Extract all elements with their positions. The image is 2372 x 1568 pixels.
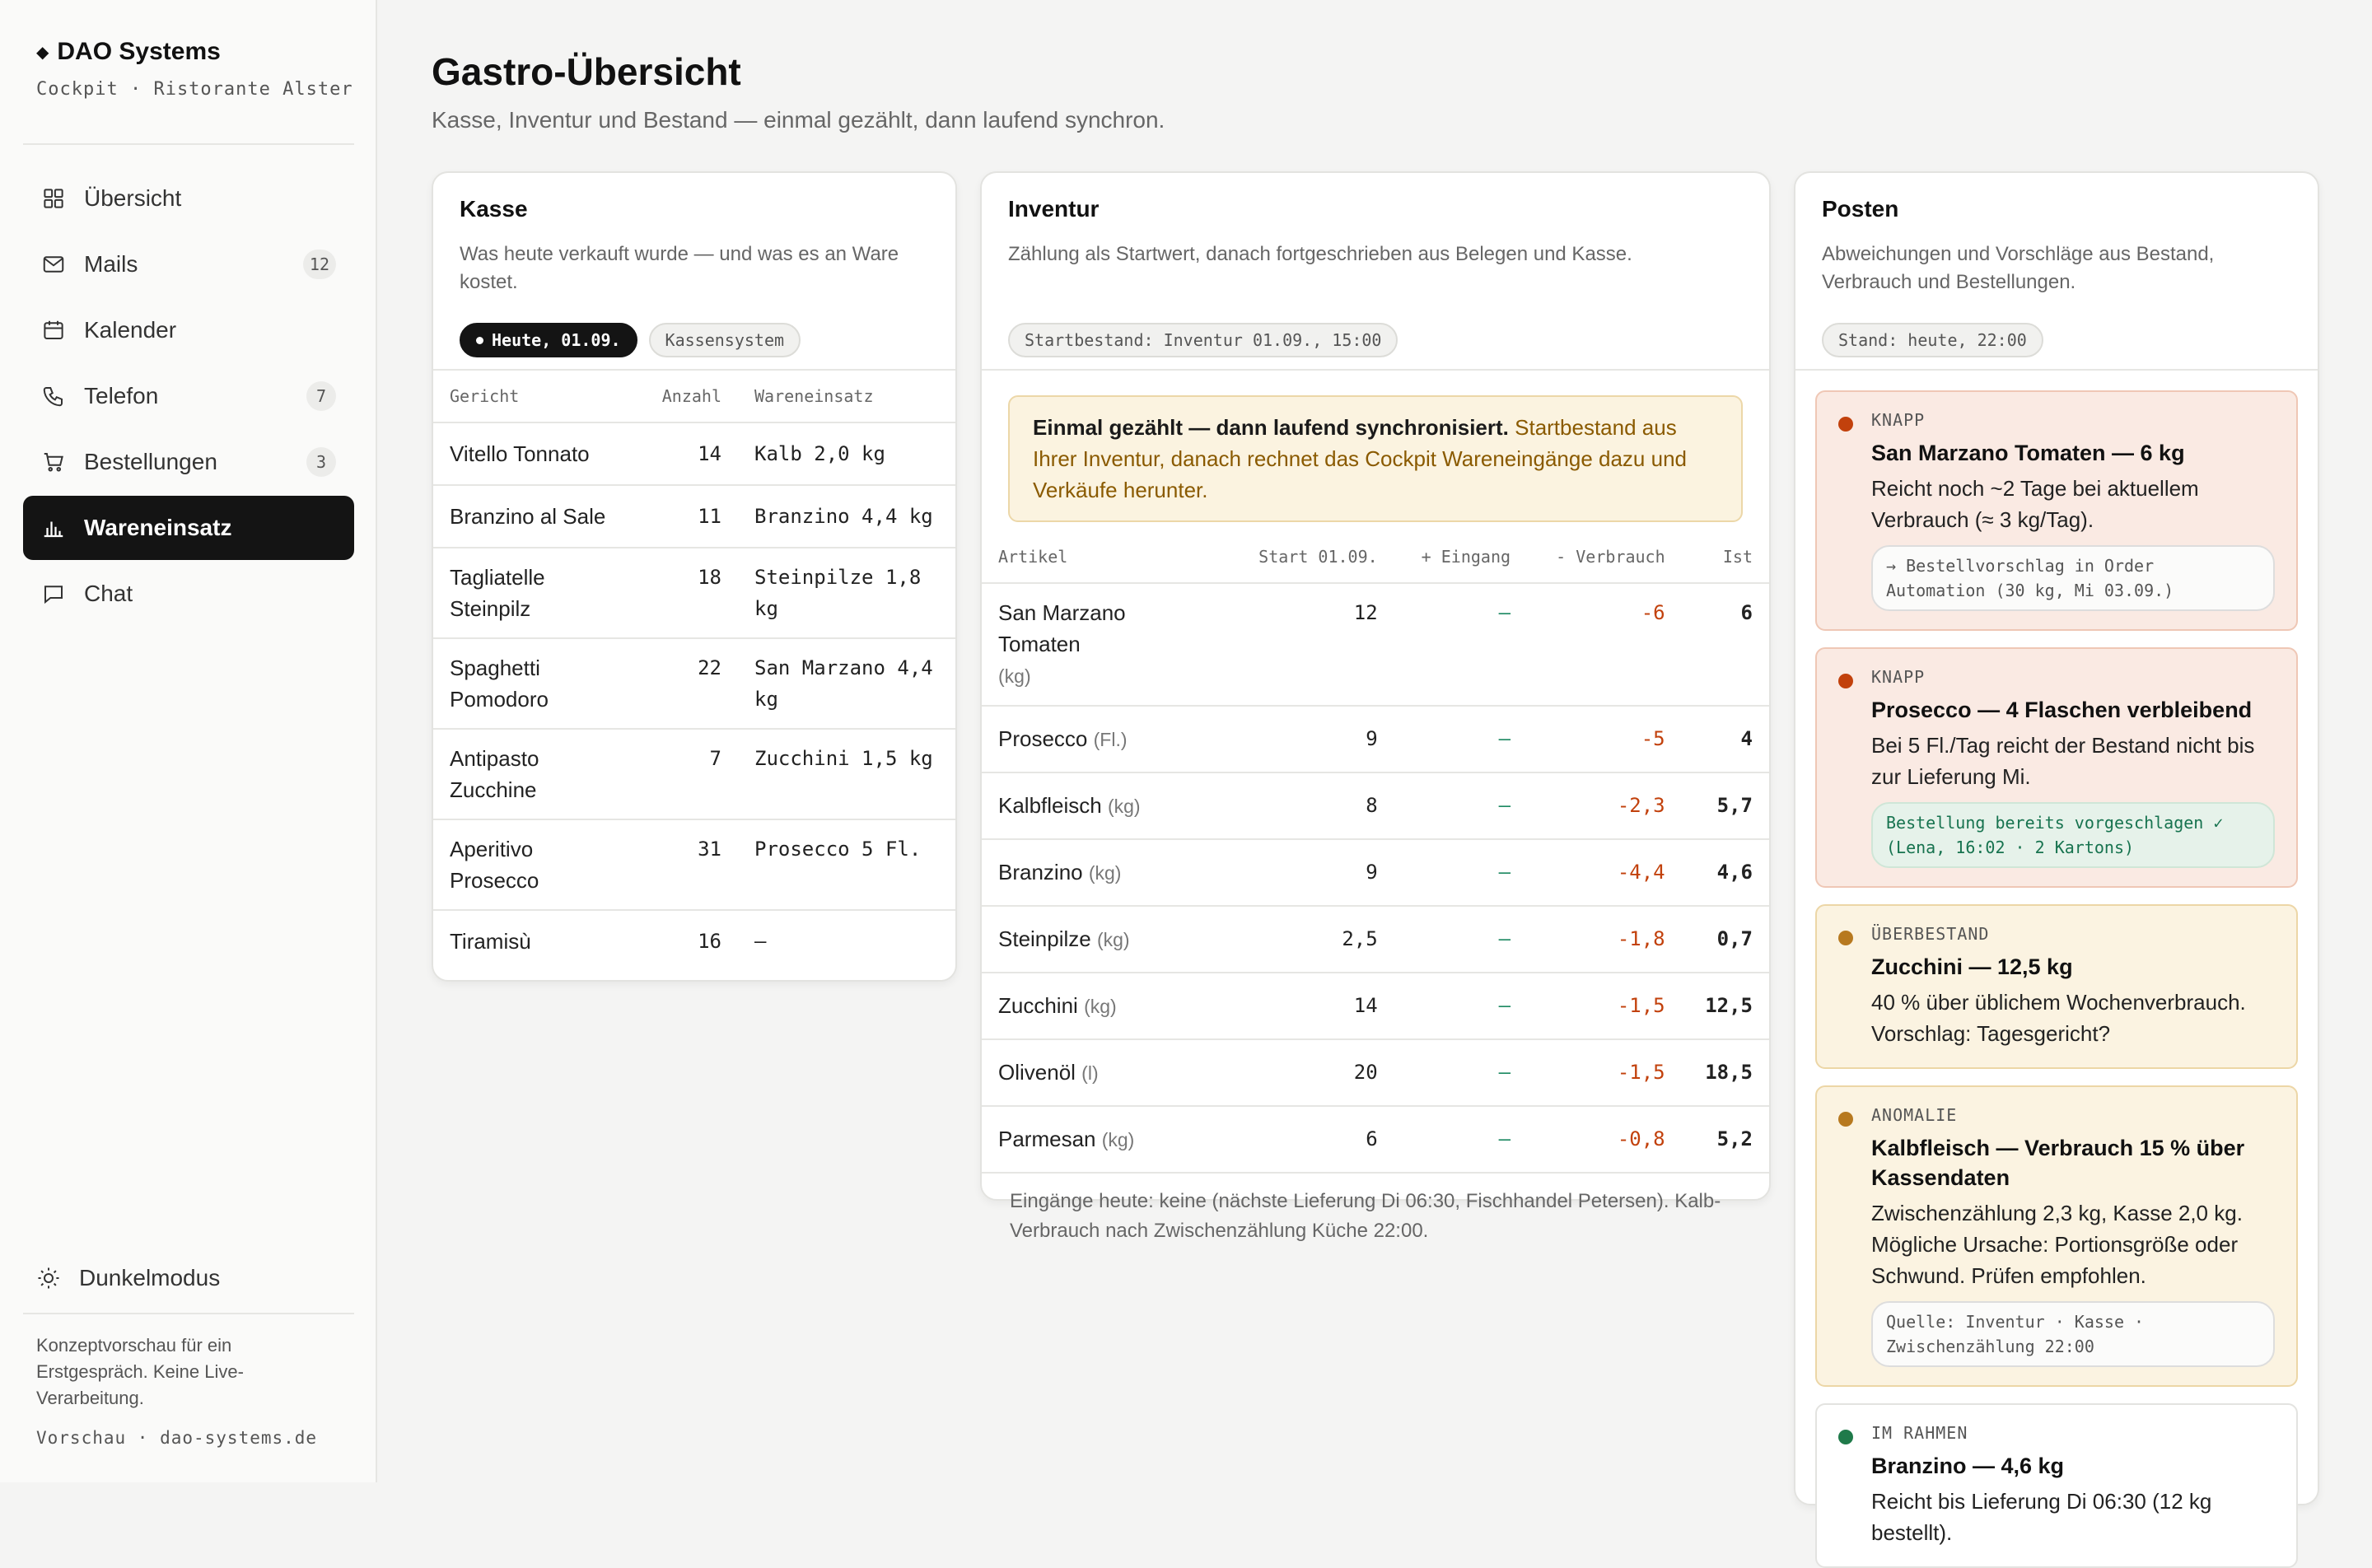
incoming-cell: – [1394, 706, 1527, 772]
article-name: Zucchini [998, 993, 1078, 1018]
brand-name: DAO Systems [57, 38, 221, 65]
column-header[interactable]: Gericht [450, 386, 520, 406]
startbestand-chip[interactable]: Startbestand: Inventur 01.09., 15:00 [1008, 323, 1398, 357]
posten-item[interactable] [1815, 647, 2298, 888]
cost-cell: Branzino 4,4 kg [738, 485, 955, 548]
count-cell: 31 [639, 819, 738, 910]
inventur-footnote: Eingänge heute: keine (nächste Lieferung Di 06:30, Fischhandel Petersen). Kalb-Verbrauch nach Zwischenzählung Küche 22:00. [982, 1172, 1769, 1266]
table-row[interactable] [982, 1039, 1769, 1106]
consumption-cell: -2,3 [1527, 772, 1682, 839]
incoming-cell: – [1394, 1106, 1527, 1172]
nav-label: Wareneinsatz [84, 515, 232, 540]
article-name: Prosecco [998, 726, 1088, 751]
bar-chart-icon [41, 516, 66, 540]
incoming-cell: – [1394, 772, 1527, 839]
kasse-table [433, 369, 955, 972]
date-chip[interactable]: Heute, 01.09. [460, 323, 637, 357]
nav-label: Telefon [84, 383, 159, 408]
article-name: Olivenöl [998, 1060, 1076, 1085]
article-cell [982, 839, 1229, 906]
start-cell: 20 [1229, 1039, 1394, 1106]
table-row[interactable] [982, 906, 1769, 973]
article-cell [982, 1039, 1229, 1106]
calendar-icon [41, 318, 66, 343]
dish-cell: Tiramisù [433, 910, 639, 972]
start-cell: 14 [1229, 973, 1394, 1039]
table-row[interactable] [433, 819, 955, 910]
posten-tag: KNAPP [1871, 410, 1926, 430]
posten-tag: ÜBERBESTAND [1871, 924, 1990, 944]
actual-cell: 6 [1682, 583, 1769, 706]
article-cell [982, 906, 1229, 973]
start-cell: 2,5 [1229, 906, 1394, 973]
column-header[interactable]: Start 01.09. [1258, 546, 1378, 567]
inventur-description: Zählung als Startwert, danach fortgeschrieben aus Belegen und Kasse. [1008, 243, 1632, 265]
consumption-cell: -0,8 [1527, 1106, 1682, 1172]
posten-title: Branzino — 4,6 kg [1871, 1454, 2065, 1478]
sidebar [0, 0, 377, 1482]
count-cell: 11 [639, 485, 738, 548]
count-cell: 14 [639, 422, 738, 485]
incoming-cell: – [1394, 906, 1527, 973]
start-cell: 9 [1229, 706, 1394, 772]
incoming-cell: – [1394, 583, 1527, 706]
nav-item-kalender[interactable] [23, 298, 354, 362]
posten-description: Abweichungen und Vorschläge aus Bestand, Verbrauch und Bestellungen. [1822, 243, 2215, 293]
article-cell [982, 1106, 1229, 1172]
page-title: Gastro-Übersicht [432, 50, 741, 93]
article-name: Steinpilze [998, 926, 1091, 951]
sync-notice [1008, 395, 1743, 522]
posten-title: San Marzano Tomaten — 6 kg [1871, 441, 2185, 465]
actual-cell: 4,6 [1682, 839, 1769, 906]
bestellungen-count-badge: 3 [306, 447, 336, 477]
dish-cell: Aperitivo Prosecco [433, 819, 639, 910]
count-cell: 16 [639, 910, 738, 972]
article-unit: (kg) [1107, 796, 1141, 817]
article-cell [982, 583, 1229, 706]
start-cell: 8 [1229, 772, 1394, 839]
dish-cell: Tagliatelle Steinpilz [433, 548, 639, 638]
sun-icon [36, 1266, 61, 1290]
cost-cell: Zucchini 1,5 kg [738, 729, 955, 819]
posten-tag: ANOMALIE [1871, 1105, 1958, 1125]
dark-mode-toggle[interactable] [36, 1265, 220, 1291]
nav-label: Übersicht [84, 185, 182, 211]
dark-mode-label: Dunkelmodus [79, 1265, 221, 1290]
article-unit: (kg) [1101, 1129, 1135, 1150]
mail-icon [41, 252, 66, 277]
posten-title: Posten [1822, 196, 1899, 222]
posten-title: Zucchini — 12,5 kg [1871, 954, 2073, 979]
status-dot-icon [1838, 417, 1853, 432]
table-row[interactable] [433, 485, 955, 548]
nav-label: Bestellungen [84, 449, 217, 474]
status-dot-icon [1838, 674, 1853, 688]
kasse-title: Kasse [460, 196, 528, 222]
posten-text: 40 % über üblichem Wochenverbrauch. Vorschlag: Tagesgericht? [1871, 990, 2246, 1046]
posten-item[interactable] [1815, 904, 2298, 1069]
source-chip[interactable]: Kassensystem [649, 323, 801, 357]
dish-cell: Vitello Tonnato [433, 422, 639, 485]
posten-item[interactable] [1815, 1085, 2298, 1387]
main-nav [23, 166, 354, 628]
posten-title: Prosecco — 4 Flaschen verbleibend [1871, 698, 2253, 722]
chat-icon [41, 581, 66, 606]
table-row[interactable] [982, 583, 1769, 706]
status-dot-icon [1838, 1112, 1853, 1127]
count-cell: 18 [639, 548, 738, 638]
diamond-icon: ◆ [36, 43, 49, 62]
kasse-card [432, 171, 957, 982]
count-cell: 7 [639, 729, 738, 819]
start-cell: 12 [1229, 583, 1394, 706]
incoming-cell: – [1394, 1039, 1527, 1106]
article-name: Branzino [998, 860, 1083, 884]
actual-cell: 18,5 [1682, 1039, 1769, 1106]
consumption-cell: -5 [1527, 706, 1682, 772]
table-row[interactable] [982, 1106, 1769, 1172]
nav-item-mails[interactable] [23, 232, 354, 296]
sidebar-divider [23, 143, 354, 145]
table-row[interactable] [433, 729, 955, 819]
inventur-card [980, 171, 1771, 1242]
incoming-cell: – [1394, 973, 1527, 1039]
brand-title[interactable] [36, 38, 353, 66]
posten-tag: KNAPP [1871, 667, 1926, 687]
nav-item-uebersicht[interactable] [23, 166, 354, 231]
sync-notice-title: Einmal gezählt — dann laufend synchronisiert. [1033, 415, 1509, 440]
actual-cell: 0,7 [1682, 906, 1769, 973]
order-suggestion-chip[interactable]: → Bestellvorschlag in Order Automation (30 kg, Mi 03.09.) [1871, 545, 2275, 611]
table-row[interactable] [433, 910, 955, 972]
nav-item-wareneinsatz[interactable] [23, 496, 354, 560]
consumption-cell: -4,4 [1527, 839, 1682, 906]
actual-cell: 4 [1682, 706, 1769, 772]
table-row[interactable] [982, 839, 1769, 906]
cost-cell: San Marzano 4,4 kg [738, 638, 955, 729]
article-unit: (kg) [998, 665, 1031, 687]
nav-item-chat[interactable] [23, 562, 354, 626]
count-cell: 22 [639, 638, 738, 729]
consumption-cell: -1,8 [1527, 906, 1682, 973]
column-header[interactable]: Anzahl [661, 386, 721, 406]
incoming-cell: – [1394, 839, 1527, 906]
cost-cell: Steinpilze 1,8 kg [738, 548, 955, 638]
article-name: Parmesan [998, 1127, 1096, 1151]
consumption-cell: -1,5 [1527, 1039, 1682, 1106]
posten-text: Reicht noch ~2 Tage bei aktuellem Verbrauch (≈ 3 kg/Tag). [1871, 476, 2199, 532]
table-row[interactable] [982, 706, 1769, 772]
consumption-cell: -6 [1527, 583, 1682, 706]
sidebar-divider [23, 1313, 354, 1314]
cost-cell: — [738, 910, 955, 972]
posten-item[interactable] [1815, 1403, 2298, 1568]
inventur-table [982, 530, 1769, 1172]
posten-title: Kalbfleisch — Verbrauch 15 % über Kassendaten [1871, 1136, 2245, 1190]
article-unit: (kg) [1088, 862, 1122, 884]
article-cell [982, 706, 1229, 772]
kasse-description: Was heute verkauft wurde — und was es an Ware kostet. [460, 243, 899, 293]
sync-notice-text: Startbestand aus Ihrer Inventur, danach rechnet das Cockpit Wareneingänge dazu und Verkäufe herunter. [1033, 415, 1687, 502]
column-header[interactable]: + Eingang [1421, 546, 1511, 567]
cost-cell: Prosecco 5 Fl. [738, 819, 955, 910]
nav-item-bestellungen[interactable] [23, 430, 354, 494]
article-cell [982, 772, 1229, 839]
nav-label: Chat [84, 581, 133, 606]
article-cell [982, 973, 1229, 1039]
cart-icon [41, 450, 66, 474]
column-header[interactable]: Wareneinsatz [754, 386, 874, 406]
posten-text: Zwischenzählung 2,3 kg, Kasse 2,0 kg. Mögliche Ursache: Portionsgröße oder Schwund. Prüfen empfohlen. [1871, 1201, 2243, 1288]
dish-cell: Branzino al Sale [433, 485, 639, 548]
posten-text: Reicht bis Lieferung Di 06:30 (12 kg bestellt). [1871, 1489, 2212, 1545]
table-row[interactable] [433, 422, 955, 485]
nav-label: Kalender [84, 317, 177, 343]
actual-cell: 12,5 [1682, 973, 1769, 1039]
brand [36, 38, 353, 100]
article-unit: (kg) [1084, 996, 1117, 1017]
brand-subtitle: Cockpit · Ristorante Alster [36, 79, 353, 100]
status-dot-icon [1838, 931, 1853, 945]
nav-item-telefon[interactable] [23, 364, 354, 428]
grid-icon [41, 186, 66, 211]
actual-cell: 5,7 [1682, 772, 1769, 839]
page-subtitle: Kasse, Inventur und Bestand — einmal gezählt, dann laufend synchron. [432, 107, 1165, 133]
article-unit: (kg) [1096, 929, 1130, 950]
table-row[interactable] [982, 973, 1769, 1039]
actual-cell: 5,2 [1682, 1106, 1769, 1172]
phone-icon [41, 384, 66, 408]
table-row[interactable] [982, 772, 1769, 839]
mails-count-badge: 12 [303, 250, 336, 279]
consumption-cell: -1,5 [1527, 973, 1682, 1039]
dish-cell: Spaghetti Pomodoro [433, 638, 639, 729]
dish-cell: Antipasto Zucchine [433, 729, 639, 819]
article-unit: (l) [1081, 1062, 1099, 1084]
posten-tag: IM RAHMEN [1871, 1423, 1968, 1443]
column-header[interactable]: Artikel [998, 546, 1068, 567]
nav-label: Mails [84, 251, 138, 277]
table-row[interactable] [433, 548, 955, 638]
sidebar-note: Konzeptvorschau für ein Erstgespräch. Keine Live-Verarbeitung. [36, 1335, 244, 1408]
column-header[interactable]: Ist [1722, 546, 1753, 567]
start-cell: 9 [1229, 839, 1394, 906]
telefon-count-badge: 7 [306, 381, 336, 411]
status-dot-icon [1838, 1430, 1853, 1444]
article-name: Kalbfleisch [998, 793, 1102, 818]
preview-link[interactable]: Vorschau · dao-systems.de [36, 1428, 318, 1448]
column-header[interactable]: - Verbrauch [1556, 546, 1665, 567]
start-cell: 6 [1229, 1106, 1394, 1172]
stand-chip[interactable]: Stand: heute, 22:00 [1822, 323, 2043, 357]
table-row[interactable] [433, 638, 955, 729]
order-confirmed-chip[interactable]: Bestellung bereits vorgeschlagen ✓ (Lena, 16:02 · 2 Kartons) [1871, 802, 2275, 868]
cost-cell: Kalb 2,0 kg [738, 422, 955, 485]
posten-card [1794, 171, 2319, 1545]
article-name: San Marzano Tomaten [998, 600, 1126, 656]
posten-list [1795, 369, 2318, 1568]
inventur-title: Inventur [1008, 196, 1100, 222]
posten-text: Bei 5 Fl./Tag reicht der Bestand nicht bis zur Lieferung Mi. [1871, 733, 2255, 789]
posten-item[interactable] [1815, 390, 2298, 631]
article-unit: (Fl.) [1093, 729, 1128, 750]
source-chip[interactable]: Quelle: Inventur · Kasse · Zwischenzählung 22:00 [1871, 1301, 2275, 1367]
